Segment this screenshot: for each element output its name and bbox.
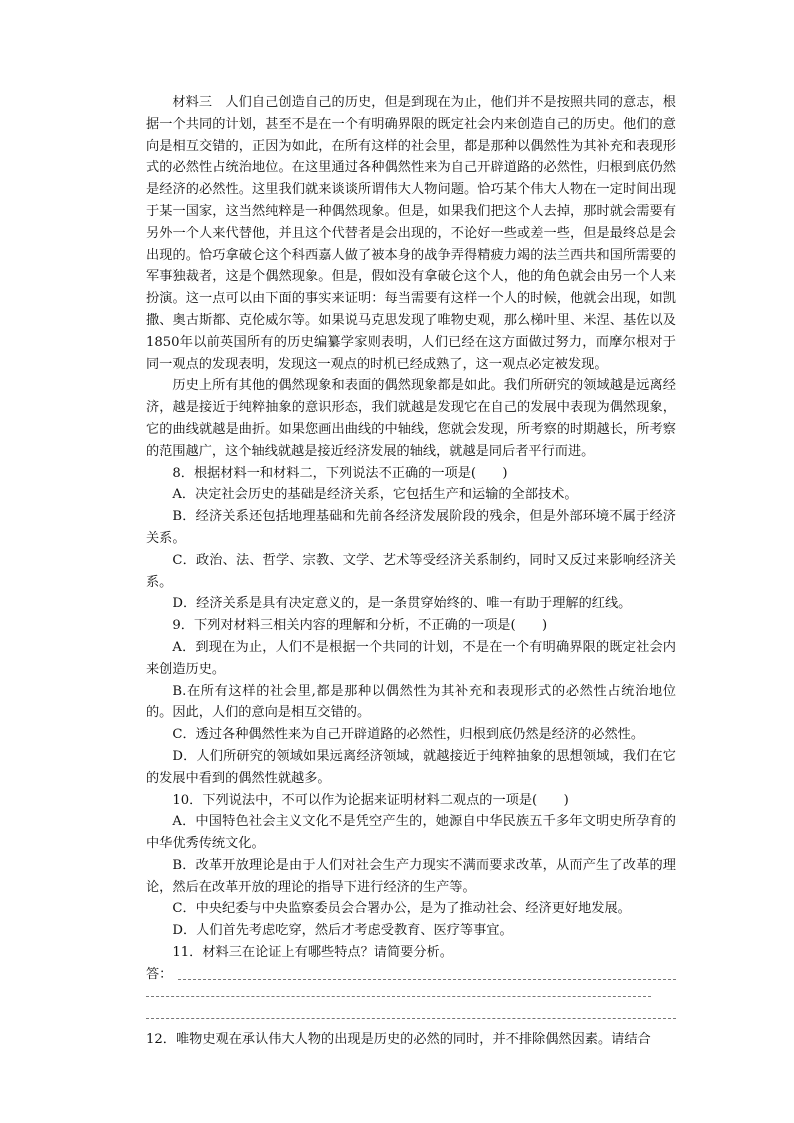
- answer-dotted-line: [146, 996, 651, 997]
- q11-answer-label: 答：: [146, 966, 173, 982]
- q8-option-a: A．决定社会历史的基础是经济关系，它包括生产和运输的全部技术。: [172, 487, 578, 503]
- answer-dotted-line: [178, 979, 676, 980]
- answer-dotted-line: [146, 1018, 676, 1019]
- q8-option-d: D．经济关系是具有决定意义的，是一条贯穿始终的、唯一有助于理解的红线。: [172, 596, 632, 612]
- q11-stem: 11．材料三在论证上有哪些特点？请简要分析。: [172, 945, 453, 961]
- q8-option-b: B．经济关系还包括地理基础和先前各经济发展阶段的残余，但是外部环境不属于经济关系。: [146, 509, 676, 546]
- q9-option-b: B.在所有这样的社会里,都是那种以偶然性为其补充和表现形式的必然性占统治地位的。因此，人们的意向是相互交错的。: [146, 683, 676, 721]
- q9-option-a: A．到现在为止，人们不是根据一个共同的计划，不是在一个有明确界限的既定社会内来创造历史。: [146, 639, 676, 677]
- q10-option-b: B．改革开放理论是由于人们对社会生产力现实不满而要求改革，从而产生了改革的理论，然后在改革开放的理论的指导下进行经济的生产等。: [146, 857, 676, 895]
- material3-paragraph-2: 历史上所有其他的偶然现象和表面的偶然现象都是如此。我们所研究的领域越是远离经济，越是接近于纯粹抽象的意识形态，我们就越是发现它在自己的发展中表现为偶然现象，它的曲线就越是曲折。如果您画出曲线的中轴线，您就会发现，所考察的时期越长，所考察的范围越广，这个轴线就越是接近经济发展的轴线，就越是同后者平行而进。: [146, 378, 676, 459]
- q10-option-a: A．中国特色社会主义文化不是凭空产生的，她源自中华民族五千多年文明史所孕育的中华优秀传统文化。: [146, 814, 676, 852]
- q11-answer-line-2[interactable]: [146, 986, 676, 1008]
- exam-page: [146, 92, 676, 1051]
- q8-stem: 8．根据材料一和材料二，下列说法不正确的一项是( ): [172, 465, 508, 481]
- q8-option-c: C．政治、法、哲学、宗教、文学、艺术等受经济关系制约，同时又反过来影响经济关系。: [146, 552, 676, 590]
- q10-option-d: D．人们首先考虑吃穿，然后才考虑受教育、医疗等事宜。: [172, 923, 513, 939]
- q9-option-c: C．透过各种偶然性来为自己开辟道路的必然性，归根到底仍然是经济的必然性。: [172, 727, 645, 743]
- q10-option-c: C．中央纪委与中央监察委员会合署办公，是为了推动社会、经济更好地发展。: [172, 901, 631, 917]
- material3-paragraph-1: 材料三 人们自己创造自己的历史，但是到现在为止，他们并不是按照共同的意志，根据一个共同的计划，甚至不是在一个有明确界限的既定社会内来创造自己的历史。他们的意向是相互交错的，正因为如此，在所有这样的社会里，都是那种以偶然性为其补充和表现形式的必然性占统治地位。在这里通过各种偶然性来为自己开辟道路的必然性，归根到底仍然是经济的必然性。这里我们就来谈谈所谓伟大人物问题。恰巧某个伟大人物在一定时间出现于某一国家，这当然纯粹是一种偶然现象。但是，如果我们把这个人去掉，那时就会需要有另外一个人来代替他，并且这个代替者是会出现的，不论好一些或差一些，但是最终总是会出现的。恰巧拿破仑这个科西嘉人做了被本身的战争弄得精疲力竭的法兰西共和国所需要的军事独裁者，这是个偶然现象。但是，假如没有拿破仑这个人，他的角色就会由另一个人来扮演。这一点可以由下面的事实来证明：每当需要有这样一个人的时候，他就会出现，如凯撒、奥古斯都、克伦威尔等。如果说马克思发现了唯物史观，那么梯叶里、米涅、基佐以及1850年以前英国所有的历史编纂学家则表明，人们已经在这方面做过努力，而摩尔根对于同一观点的发现表明，发现这一观点的时机已经成熟了，这一观点必定被发现。: [146, 95, 676, 372]
- q10-stem: 10．下列说法中，不可以作为论据来证明材料二观点的一项是( ): [172, 792, 569, 808]
- q11-answer-line-3[interactable]: [146, 1007, 676, 1029]
- q12-stem: 12．唯物史观在承认伟大人物的出现是历史的必然的同时，并不排除偶然因素。请结合: [146, 1032, 651, 1048]
- q9-option-d: D．人们所研究的领域如果远离经济领域，就越接近于纯粹抽象的思想领域，我们在它的发展中看到的偶然性就越多。: [146, 748, 676, 786]
- q11-answer-line-1[interactable]: [146, 964, 676, 986]
- q9-stem: 9．下列对材料三相关内容的理解和分析，不正确的一项是( ): [172, 618, 548, 634]
